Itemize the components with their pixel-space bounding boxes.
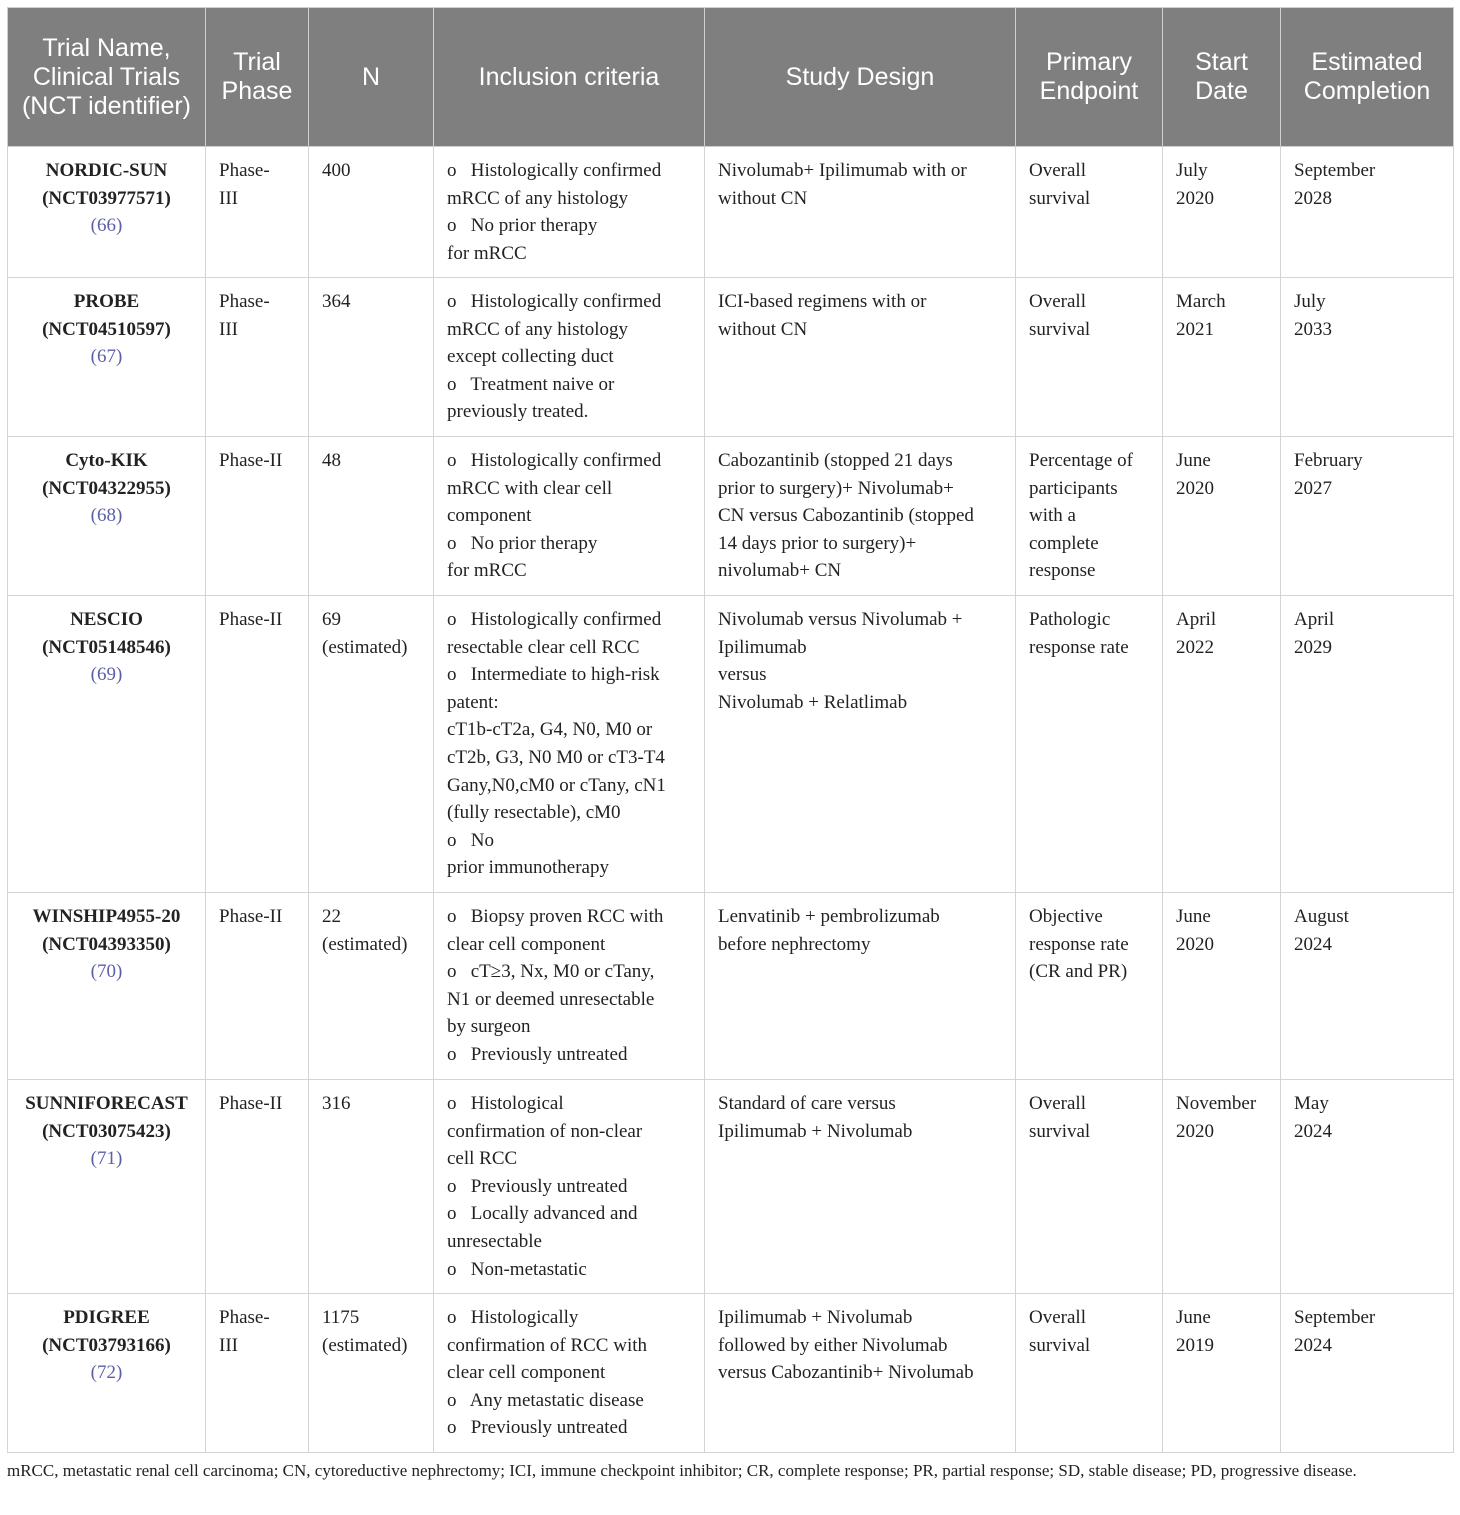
criteria-bullet-item: o Biopsy proven RCC with	[447, 906, 664, 927]
sample-size-cell-line: (estimated)	[322, 636, 408, 658]
study-design-cell	[705, 1294, 1016, 1453]
reference-link[interactable]: (70)	[90, 961, 123, 983]
start-date-cell-line: March	[1176, 291, 1226, 312]
study-design-cell-line: Ipilimumab + Nivolumab	[718, 1120, 913, 1142]
trial-name: NORDIC-SUN	[45, 160, 168, 181]
estimated-completion-cell-line: July	[1294, 291, 1326, 312]
study-design-cell-line: Standard of care versus	[718, 1093, 896, 1114]
criteria-continuation: cT2b, G3, N0 M0 or cT3-T4	[447, 746, 665, 768]
estimated-completion-cell-line: 2028	[1294, 187, 1332, 209]
start-date-cell-line: June	[1176, 906, 1211, 927]
estimated-completion-cell-line: February	[1294, 450, 1363, 471]
criteria-bullet-item: o Histologically confirmed	[447, 160, 662, 181]
estimated-completion-cell-line: August	[1294, 906, 1349, 927]
criteria-continuation: N1 or deemed unresectable	[447, 988, 655, 1010]
criteria-continuation: mRCC with clear cell	[447, 477, 613, 499]
trial-phase-cell	[206, 1080, 309, 1294]
estimated-completion-cell	[1281, 1294, 1454, 1453]
criteria-bullet-item: o cT≥3, Nx, M0 or cTany,	[447, 961, 655, 983]
trial-phase-cell	[206, 147, 309, 278]
study-design-cell	[705, 596, 1016, 893]
sample-size-cell-line: 22	[322, 906, 341, 927]
criteria-continuation: prior immunotherapy	[447, 857, 609, 879]
criteria-bullet-item: o Histologically	[447, 1307, 579, 1328]
estimated-completion-cell	[1281, 893, 1454, 1080]
trial-phase-cell	[206, 437, 309, 596]
table-body	[8, 147, 1454, 1453]
criteria-continuation: previously treated.	[447, 401, 589, 423]
sample-size-cell	[309, 1294, 434, 1453]
primary-endpoint-cell-line: participants	[1029, 477, 1118, 499]
start-date-cell	[1163, 278, 1281, 437]
trial-phase-cell-line: III	[219, 187, 238, 209]
sample-size-cell-line: 364	[322, 291, 351, 312]
estimated-completion-cell	[1281, 1080, 1454, 1294]
start-date-cell-line: 2020	[1176, 933, 1214, 955]
trial-phase-cell-line: III	[219, 318, 238, 340]
study-design-cell	[705, 437, 1016, 596]
primary-endpoint-cell-line: response rate	[1029, 636, 1129, 658]
inclusion-criteria-cell	[434, 437, 705, 596]
criteria-continuation: Gany,N0,cM0 or cTany, cN1	[447, 774, 666, 796]
start-date-cell-line: 2020	[1176, 477, 1214, 499]
start-date-cell	[1163, 596, 1281, 893]
reference-link[interactable]: (67)	[90, 346, 123, 368]
nct-identifier: (NCT04393350)	[42, 933, 171, 955]
trial-name: PDIGREE	[63, 1307, 150, 1328]
trial-name: Cyto-KIK	[65, 450, 148, 471]
primary-endpoint-cell-line: with a	[1029, 505, 1076, 527]
criteria-continuation: by surgeon	[447, 1016, 531, 1038]
start-date-cell-line: 2020	[1176, 1120, 1214, 1142]
criteria-continuation: clear cell component	[447, 933, 606, 955]
start-date-cell-line: 2022	[1176, 636, 1214, 658]
criteria-continuation: resectable clear cell RCC	[447, 636, 640, 658]
primary-endpoint-cell	[1016, 278, 1163, 437]
criteria-continuation: confirmation of RCC with	[447, 1334, 648, 1356]
start-date-cell	[1163, 437, 1281, 596]
table-row	[8, 893, 1454, 1080]
estimated-completion-cell-line: 2024	[1294, 933, 1332, 955]
study-design-cell	[705, 278, 1016, 437]
criteria-bullet-item: o Locally advanced and	[447, 1203, 638, 1225]
table-row	[8, 147, 1454, 278]
criteria-bullet-item: o Histologically confirmed	[447, 291, 662, 312]
header-primary-endpoint: Primary Endpoint	[1016, 8, 1163, 147]
primary-endpoint-cell-line: response	[1029, 560, 1096, 582]
start-date-cell	[1163, 147, 1281, 278]
study-design-cell-line: Lenvatinib + pembrolizumab	[718, 906, 940, 927]
criteria-continuation: mRCC of any histology	[447, 318, 629, 340]
trial-phase-cell	[206, 278, 309, 437]
trial-name-cell	[8, 1080, 206, 1294]
estimated-completion-cell-line: May	[1294, 1093, 1329, 1114]
primary-endpoint-cell	[1016, 437, 1163, 596]
inclusion-criteria-cell	[434, 596, 705, 893]
primary-endpoint-cell-line: survival	[1029, 1120, 1091, 1142]
trial-name-cell	[8, 596, 206, 893]
table-row	[8, 1080, 1454, 1294]
study-design-cell-line: without CN	[718, 318, 808, 340]
sample-size-cell	[309, 278, 434, 437]
inclusion-criteria-cell	[434, 1294, 705, 1453]
criteria-bullet-item: o Previously untreated	[447, 1417, 628, 1439]
inclusion-criteria-cell	[434, 278, 705, 437]
start-date-cell	[1163, 1294, 1281, 1453]
criteria-continuation: cell RCC	[447, 1148, 518, 1170]
trial-phase-cell-line: Phase-II	[219, 609, 283, 630]
trial-phase-cell	[206, 1294, 309, 1453]
criteria-continuation: for mRCC	[447, 242, 527, 264]
criteria-bullet-item: o No prior therapy	[447, 532, 598, 554]
header-inclusion-criteria: Inclusion criteria	[434, 8, 705, 147]
sample-size-cell	[309, 596, 434, 893]
trial-name: SUNNIFORECAST	[25, 1093, 188, 1114]
criteria-continuation: confirmation of non-clear	[447, 1120, 643, 1142]
criteria-continuation: clear cell component	[447, 1362, 606, 1384]
criteria-bullet-item: o Previously untreated	[447, 1043, 628, 1065]
start-date-cell-line: April	[1176, 609, 1217, 630]
header-n: N	[309, 8, 434, 147]
primary-endpoint-cell	[1016, 147, 1163, 278]
criteria-continuation: unresectable	[447, 1230, 542, 1252]
criteria-continuation: patent:	[447, 691, 499, 713]
primary-endpoint-cell-line: (CR and PR)	[1029, 961, 1128, 983]
trial-name-cell	[8, 278, 206, 437]
trials-table-container	[7, 7, 1453, 1453]
start-date-cell-line: 2019	[1176, 1334, 1214, 1356]
primary-endpoint-cell-line: Overall	[1029, 1307, 1086, 1328]
trial-name: PROBE	[73, 291, 140, 312]
start-date-cell-line: June	[1176, 450, 1211, 471]
criteria-bullet-item: o No prior therapy	[447, 215, 598, 237]
start-date-cell-line: 2021	[1176, 318, 1214, 340]
study-design-cell-line: without CN	[718, 187, 808, 209]
sample-size-cell	[309, 437, 434, 596]
criteria-continuation: cT1b-cT2a, G4, N0, M0 or	[447, 719, 653, 741]
trials-table	[7, 7, 1454, 1453]
inclusion-criteria-cell	[434, 893, 705, 1080]
criteria-continuation: except collecting duct	[447, 346, 614, 368]
start-date-cell-line: November	[1176, 1093, 1257, 1114]
primary-endpoint-cell-line: Pathologic	[1029, 609, 1111, 630]
study-design-cell	[705, 1080, 1016, 1294]
criteria-continuation: (fully resectable), cM0	[447, 802, 621, 824]
criteria-bullet-item: o Intermediate to high-risk	[447, 664, 660, 686]
sample-size-cell	[309, 147, 434, 278]
estimated-completion-cell-line: 2027	[1294, 477, 1332, 499]
trial-phase-cell-line: Phase-II	[219, 906, 283, 927]
nct-identifier: (NCT05148546)	[42, 636, 171, 658]
primary-endpoint-cell-line: response rate	[1029, 933, 1129, 955]
sample-size-cell-line: 69	[322, 609, 341, 630]
sample-size-cell-line: (estimated)	[322, 1334, 408, 1356]
reference-link[interactable]: (69)	[90, 664, 123, 686]
header-trial-phase: Trial Phase	[206, 8, 309, 147]
primary-endpoint-cell-line: survival	[1029, 318, 1091, 340]
trial-name-cell	[8, 147, 206, 278]
sample-size-cell-line: 48	[322, 450, 341, 471]
trial-phase-cell-line: Phase-II	[219, 1093, 283, 1114]
study-design-cell-line: nivolumab+ CN	[718, 560, 842, 582]
start-date-cell	[1163, 1080, 1281, 1294]
table-row	[8, 437, 1454, 596]
inclusion-criteria-cell	[434, 147, 705, 278]
study-design-cell-line: CN versus Cabozantinib (stopped	[718, 505, 974, 527]
primary-endpoint-cell-line: complete	[1029, 532, 1099, 554]
sample-size-cell-line: 1175	[322, 1307, 360, 1328]
criteria-bullet-item: o Treatment naive or	[447, 373, 615, 395]
trial-name-cell	[8, 1294, 206, 1453]
nct-identifier: (NCT03793166)	[42, 1334, 171, 1356]
reference-link[interactable]: (68)	[90, 505, 123, 527]
primary-endpoint-cell-line: Overall	[1029, 160, 1086, 181]
trial-name-cell	[8, 893, 206, 1080]
header-trial-name: Trial Name, Clinical Trials (NCT identifier)	[8, 8, 206, 147]
sample-size-cell	[309, 893, 434, 1080]
study-design-cell-line: before nephrectomy	[718, 933, 871, 955]
criteria-continuation: for mRCC	[447, 560, 527, 582]
primary-endpoint-cell	[1016, 1294, 1163, 1453]
reference-link[interactable]: (72)	[90, 1362, 123, 1384]
sample-size-cell-line: 316	[322, 1093, 351, 1114]
estimated-completion-cell-line: 2024	[1294, 1120, 1332, 1142]
estimated-completion-cell-line: April	[1294, 609, 1335, 630]
primary-endpoint-cell-line: Percentage of	[1029, 450, 1133, 471]
trial-phase-cell-line: Phase-II	[219, 450, 283, 471]
nct-identifier: (NCT03977571)	[42, 187, 171, 209]
header-study-design: Study Design	[705, 8, 1016, 147]
primary-endpoint-cell-line: survival	[1029, 187, 1091, 209]
primary-endpoint-cell-line: Objective	[1029, 906, 1103, 927]
criteria-bullet-item: o No	[447, 829, 494, 851]
header-row	[8, 8, 1454, 147]
criteria-continuation: component	[447, 505, 532, 527]
estimated-completion-cell-line: 2033	[1294, 318, 1332, 340]
criteria-continuation: mRCC of any histology	[447, 187, 629, 209]
trial-name: NESCIO	[70, 609, 143, 630]
estimated-completion-cell-line: September	[1294, 160, 1376, 181]
study-design-cell-line: Nivolumab + Relatlimab	[718, 691, 908, 713]
table-row	[8, 278, 1454, 437]
sample-size-cell	[309, 1080, 434, 1294]
criteria-bullet-item: o Non-metastatic	[447, 1258, 587, 1280]
inclusion-criteria-cell	[434, 1080, 705, 1294]
study-design-cell-line: Ipilimumab + Nivolumab	[718, 1307, 913, 1328]
primary-endpoint-cell-line: Overall	[1029, 291, 1086, 312]
trial-phase-cell	[206, 893, 309, 1080]
table-row	[8, 1294, 1454, 1453]
primary-endpoint-cell	[1016, 1080, 1163, 1294]
criteria-bullet-item: o Previously untreated	[447, 1175, 628, 1197]
trial-name: WINSHIP4955-20	[32, 906, 181, 927]
start-date-cell-line: 2020	[1176, 187, 1214, 209]
study-design-cell-line: Ipilimumab	[718, 636, 807, 658]
criteria-bullet-item: o Histologically confirmed	[447, 609, 662, 630]
trial-phase-cell-line: III	[219, 1334, 238, 1356]
start-date-cell	[1163, 893, 1281, 1080]
table-footnote: mRCC, metastatic renal cell carcinoma; CN, cytoreductive nephrectomy; ICI, immune checkpoint inhibitor; CR, complete response; PR, partial response; SD, stable disease; PD, progressive disease.	[7, 1461, 1357, 1480]
nct-identifier: (NCT04322955)	[42, 477, 171, 499]
primary-endpoint-cell	[1016, 596, 1163, 893]
primary-endpoint-cell	[1016, 893, 1163, 1080]
trial-phase-cell	[206, 596, 309, 893]
trial-phase-cell-line: Phase-	[219, 291, 270, 312]
study-design-cell	[705, 893, 1016, 1080]
nct-identifier: (NCT04510597)	[42, 318, 171, 340]
study-design-cell-line: Nivolumab versus Nivolumab +	[718, 609, 963, 630]
estimated-completion-cell-line: 2024	[1294, 1334, 1332, 1356]
estimated-completion-cell	[1281, 596, 1454, 893]
study-design-cell-line: 14 days prior to surgery)+	[718, 532, 917, 554]
sample-size-cell-line: 400	[322, 160, 351, 181]
estimated-completion-cell-line: 2029	[1294, 636, 1332, 658]
trial-phase-cell-line: Phase-	[219, 1307, 270, 1328]
study-design-cell-line: ICI-based regimens with or	[718, 291, 927, 312]
sample-size-cell-line: (estimated)	[322, 933, 408, 955]
trial-phase-cell-line: Phase-	[219, 160, 270, 181]
estimated-completion-cell-line: September	[1294, 1307, 1376, 1328]
start-date-cell-line: June	[1176, 1307, 1211, 1328]
criteria-bullet-item: o Histologically confirmed	[447, 450, 662, 471]
study-design-cell	[705, 147, 1016, 278]
study-design-cell-line: Cabozantinib (stopped 21 days	[718, 450, 953, 471]
primary-endpoint-cell-line: survival	[1029, 1334, 1091, 1356]
criteria-bullet-item: o Histological	[447, 1093, 564, 1114]
study-design-cell-line: versus Cabozantinib+ Nivolumab	[718, 1362, 974, 1384]
study-design-cell-line: prior to surgery)+ Nivolumab+	[718, 477, 954, 499]
study-design-cell-line: followed by either Nivolumab	[718, 1334, 948, 1356]
header-estimated-completion: Estimated Completion	[1281, 8, 1454, 147]
primary-endpoint-cell-line: Overall	[1029, 1093, 1086, 1114]
start-date-cell-line: July	[1176, 160, 1208, 181]
criteria-bullet-item: o Any metastatic disease	[447, 1389, 644, 1411]
estimated-completion-cell	[1281, 147, 1454, 278]
study-design-cell-line: versus	[718, 664, 767, 686]
header-start-date: Start Date	[1163, 8, 1281, 147]
table-row	[8, 596, 1454, 893]
nct-identifier: (NCT03075423)	[42, 1120, 171, 1142]
reference-link[interactable]: (71)	[90, 1148, 123, 1170]
reference-link[interactable]: (66)	[90, 215, 123, 237]
study-design-cell-line: Nivolumab+ Ipilimumab with or	[718, 160, 967, 181]
estimated-completion-cell	[1281, 437, 1454, 596]
trial-name-cell	[8, 437, 206, 596]
estimated-completion-cell	[1281, 278, 1454, 437]
